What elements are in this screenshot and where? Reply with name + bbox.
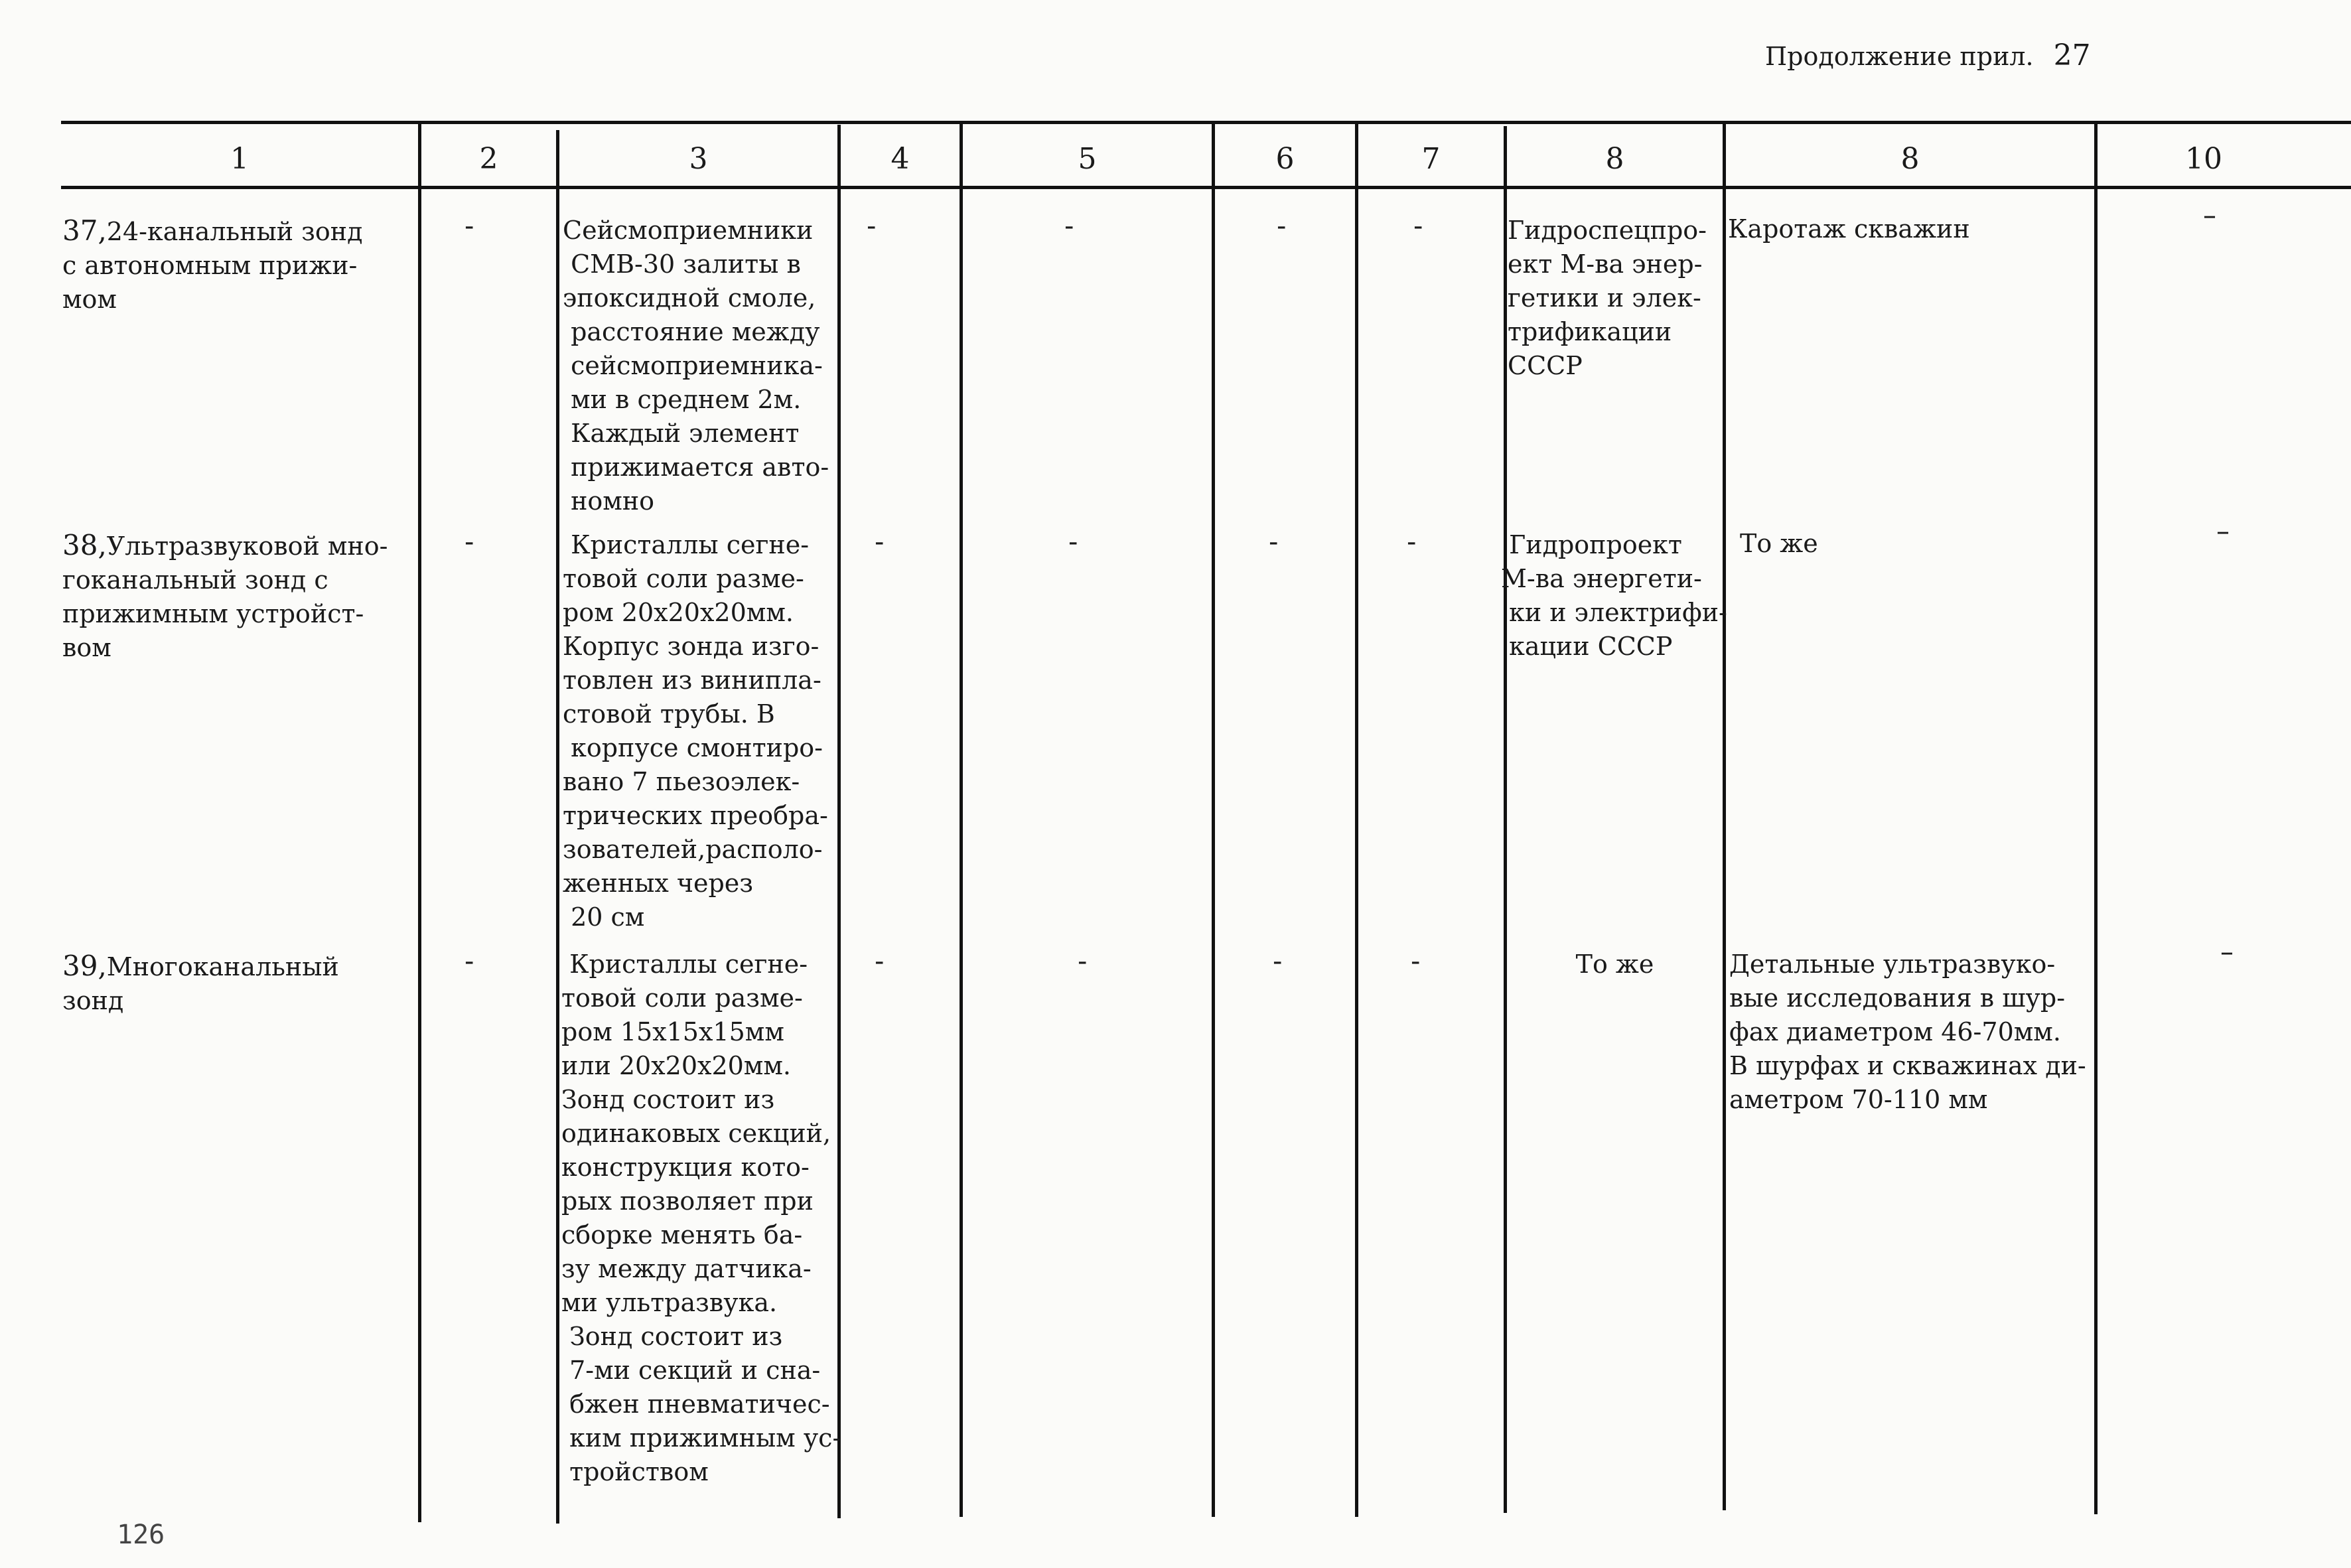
row-item-name: Ультразвуковой мно- гоканальный зонд с прижимным устройст- вом bbox=[62, 532, 388, 662]
cell-col6: - bbox=[1273, 946, 1283, 977]
row-item-name: Многоканальный зонд bbox=[62, 952, 339, 1015]
row-item-name: 24-канальный зонд с автономным прижи- мом bbox=[62, 217, 363, 314]
cell-organization: То же bbox=[1575, 950, 1654, 979]
cell-col10: – bbox=[2203, 200, 2216, 231]
column-divider bbox=[1723, 123, 1726, 1510]
cell-col4: - bbox=[867, 211, 877, 242]
row-number: 38, bbox=[62, 529, 107, 561]
row-item-cell bbox=[62, 214, 417, 317]
table-header-rule bbox=[61, 186, 2351, 189]
cell-organization: Гидроспецпро- ект М-ва энер- гетики и элек- трификации СССР bbox=[1508, 216, 1707, 380]
column-divider bbox=[556, 130, 559, 1524]
row-item-cell bbox=[62, 528, 417, 665]
cell-col7: - bbox=[1407, 527, 1417, 557]
column-header: 5 bbox=[1078, 142, 1097, 176]
cell-col5: - bbox=[1068, 527, 1078, 557]
table-top-rule bbox=[61, 121, 2351, 124]
cell-application: То же bbox=[1740, 529, 1818, 558]
column-header: 3 bbox=[689, 142, 708, 176]
column-header: 10 bbox=[2185, 142, 2222, 176]
column-divider bbox=[960, 123, 963, 1517]
cell-col4: - bbox=[875, 946, 885, 977]
column-header: 7 bbox=[1421, 142, 1441, 176]
cell-col6: - bbox=[1277, 211, 1287, 242]
page-caption bbox=[1765, 38, 2091, 72]
column-divider bbox=[418, 122, 421, 1522]
column-divider bbox=[1504, 126, 1507, 1513]
row-number: 37, bbox=[62, 214, 107, 247]
column-header: 1 bbox=[230, 142, 249, 176]
cell-col5: - bbox=[1064, 211, 1074, 242]
cell-col6: - bbox=[1269, 527, 1279, 557]
caption-text: Продолжение прил. bbox=[1765, 42, 2034, 71]
cell-application: Детальные ультразвуко- вые исследования в шур- фах диаметром 46-70мм. В шурфах и скважинах ди- аметром 70-110 мм bbox=[1729, 950, 2086, 1114]
column-header: 6 bbox=[1275, 142, 1295, 176]
cell-col2: - bbox=[464, 527, 474, 557]
cell-description: Кристаллы сегне- товой соли разме- ром 15х15х15мм или 20х20х20мм. Зонд состоит из одинаковых секций, конструкция кото- рых позволяет при сборке менять ба- зу между датчика- ми ультразвука. Зонд состоит из 7-ми секций и сна- бжен пневматичес- ким прижимным ус- тройством bbox=[561, 950, 841, 1486]
column-header: 4 bbox=[891, 142, 910, 176]
cell-col5: - bbox=[1078, 946, 1088, 977]
column-header: 8 bbox=[1605, 142, 1624, 176]
cell-description: Сейсмоприемники СМВ-30 залиты в эпоксидной смоле, расстояние между сейсмоприемника- ми в среднем 2м. Каждый элемент прижимается авто- номно bbox=[563, 216, 829, 516]
column-header: 8 bbox=[1900, 142, 1920, 176]
cell-col4: - bbox=[875, 527, 885, 557]
page-number: 126 bbox=[117, 1520, 165, 1550]
cell-application: Каротаж скважин bbox=[1728, 214, 1970, 244]
column-divider bbox=[1212, 123, 1215, 1517]
column-divider bbox=[2094, 121, 2098, 1514]
cell-col10: – bbox=[2216, 516, 2230, 547]
cell-col7: - bbox=[1411, 946, 1421, 977]
cell-col2: - bbox=[464, 211, 474, 242]
cell-col7: - bbox=[1413, 211, 1423, 242]
column-header: 2 bbox=[479, 142, 498, 176]
cell-description: Кристаллы сегне- товой соли разме- ром 20х20х20мм. Корпус зонда изго- товлен из винипла- стовой трубы. В корпусе смонтиро- вано 7 пьезоэлек- трических преобра- зователей,располо- женных через 20 см bbox=[563, 530, 828, 932]
row-number: 39, bbox=[62, 950, 107, 982]
appendix-number: 27 bbox=[2053, 38, 2091, 72]
cell-organization: Гидропроект М-ва энергети- ки и электрифи- кации СССР bbox=[1501, 530, 1727, 661]
column-divider bbox=[1355, 123, 1358, 1517]
cell-col2: - bbox=[464, 946, 474, 977]
cell-col10: – bbox=[2220, 937, 2234, 967]
row-item-cell bbox=[62, 949, 417, 1018]
